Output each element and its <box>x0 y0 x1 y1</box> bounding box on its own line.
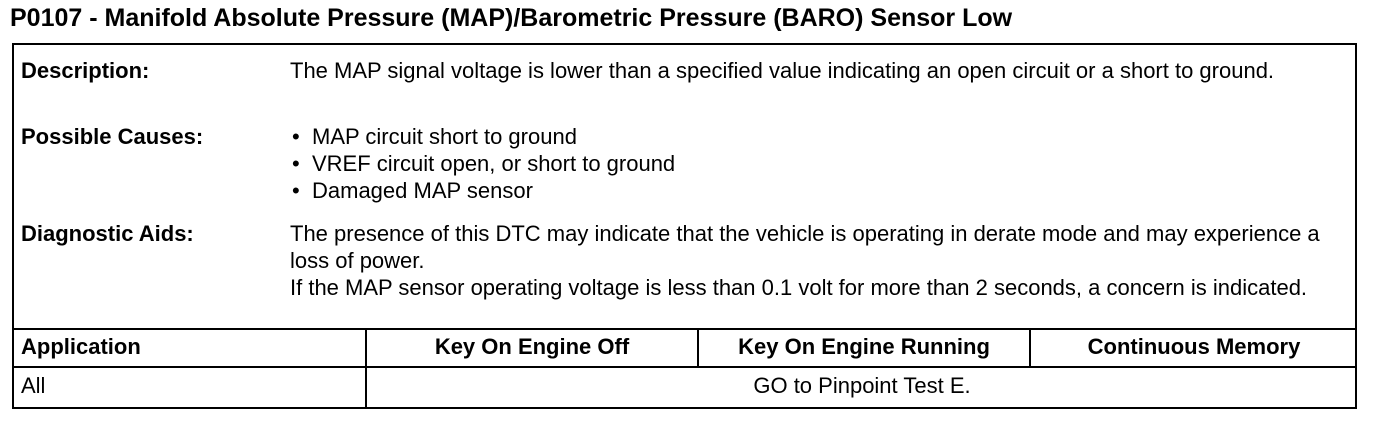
header-key-on-engine-running: Key On Engine Running <box>738 334 990 359</box>
header-application: Application <box>21 334 141 359</box>
cause-item: • VREF circuit open, or short to ground <box>290 150 1346 177</box>
pinpoint-test-link: GO to Pinpoint Test E. <box>753 373 971 398</box>
cause-item: • MAP circuit short to ground <box>290 123 1346 150</box>
description-text: The MAP signal voltage is lower than a specified value indicating an open circuit or a short to ground. <box>290 58 1275 83</box>
diagnostic-aids-text <box>290 220 1346 301</box>
dtc-info-box <box>12 43 1357 409</box>
cause-item: • Damaged MAP sensor <box>290 177 1346 204</box>
diagnostic-aids-paragraph: The presence of this DTC may indicate that the vehicle is operating in derate mode and may experience a loss of power. <box>290 221 1320 273</box>
header-key-on-engine-off: Key On Engine Off <box>434 334 630 359</box>
possible-causes-list <box>290 123 1346 204</box>
diagnostic-aids-paragraph: If the MAP sensor operating voltage is less than 0.1 volt for more than 2 seconds, a concern is indicated. <box>290 275 1308 300</box>
page-title: P0107 - Manifold Absolute Pressure (MAP)/Barometric Pressure (BARO) Sensor Low <box>10 4 1013 32</box>
possible-causes-label: Possible Causes: <box>21 124 204 149</box>
description-label: Description: <box>21 58 150 83</box>
diagnostic-aids-label: Diagnostic Aids: <box>21 221 194 246</box>
application-value: All <box>21 373 46 398</box>
header-continuous-memory: Continuous Memory <box>1087 334 1301 359</box>
